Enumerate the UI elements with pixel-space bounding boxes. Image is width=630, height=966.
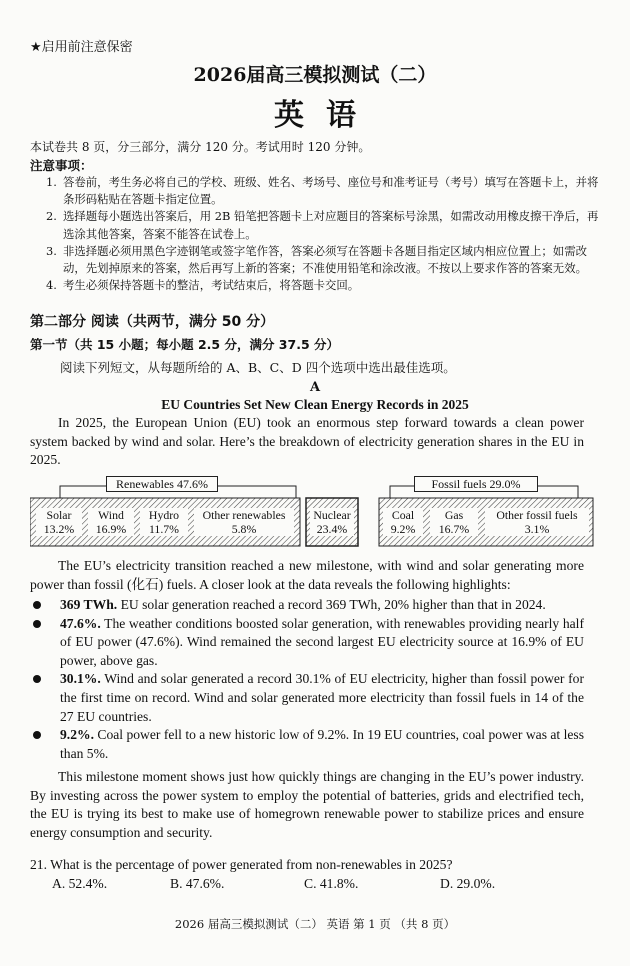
highlight-item (30, 726, 584, 763)
directions: 阅读下列短文，从每题所给的 A、B、C、D 四个选项中选出最佳选项。 (60, 360, 456, 375)
cell-value: 23.4% (316, 522, 348, 536)
energy-share-chart (30, 474, 594, 550)
option-b[interactable]: B. 47.6%. (170, 876, 225, 891)
option-d[interactable]: D. 29.0%. (440, 876, 496, 891)
notice-item (46, 174, 606, 208)
passage-title: EU Countries Set New Clean Energy Records in 2025 (161, 397, 469, 412)
exam-title: 2026届高三模拟测试（二） (193, 64, 437, 86)
notice-list (46, 174, 606, 294)
highlights-list (30, 596, 584, 763)
cell-value: 5.8% (231, 522, 257, 536)
highlight-figure: 9.2%. (60, 727, 94, 743)
bullet-icon (33, 601, 41, 609)
chart-cell-coal (383, 508, 423, 536)
cell-name: Other fossil fuels (496, 508, 578, 522)
highlight-text: Wind and solar generated a record 30.1% of EU electricity, higher than fossil power for the first time on record. Wind and solar generated more electricity than fossil fuels in 14 of the 27 EU countries. (60, 671, 584, 724)
chart-cell-solar (36, 508, 82, 536)
renewables-group-label: Renewables 47.6% (106, 476, 218, 492)
notice-number: 3. (46, 243, 57, 258)
passage-letter: A (309, 380, 321, 395)
section-heading: 第一节（共 15 小题；每小题 2.5 分，满分 37.5 分） (30, 337, 339, 352)
highlight-text: The weather conditions boosted solar generation, with renewables providing nearly half of EU power (47.6%). Wind remained the second largest EU electricity source at 16.9% of EU power, above gas. (60, 615, 584, 668)
subject-title: 英语 (274, 98, 378, 133)
page-footer: 2026 届高三模拟测试（二） 英语 第 1 页 （共 8 页） (174, 917, 456, 931)
notice-item (46, 208, 606, 242)
question-stem: 21. What is the percentage of power generated from non-renewables in 2025? (30, 857, 453, 872)
highlight-item (30, 670, 584, 726)
cell-name: Solar (46, 508, 72, 522)
chart-cell-other-fossil (485, 508, 589, 536)
bullet-icon (33, 731, 41, 739)
passage-intro: In 2025, the European Union (EU) took an enormous step forward towards a clean power system backed by wind and solar. Here’s the breakdown of electricity generation shares in the EU in 2025. (30, 415, 584, 468)
fossil-group-label: Fossil fuels 29.0% (414, 476, 538, 492)
notice-number: 2. (46, 209, 57, 224)
cell-value: 9.2% (390, 522, 416, 536)
bullet-icon (33, 675, 41, 683)
chart-cell-hydro (140, 508, 188, 536)
notice-text: 选择题每小题选出答案后，用 2B 铅笔把答题卡上对应题目的答案标号涂黑，如需改动用橡皮擦干净后，再选涂其他答案，答案不能答在试卷上。 (63, 209, 599, 241)
highlight-figure: 30.1%. (60, 671, 101, 687)
cell-name: Hydro (148, 508, 180, 522)
cell-name: Nuclear (313, 508, 351, 522)
notice-text: 非选择题必须用黑色字迹钢笔或签字笔作答，答案必须写在答题卡各题目指定区域内相应位置上；如需改动，先划掉原来的答案，然后再写上新的答案；不准使用铅笔和涂改液。不按以上要求作答的答案无效。 (63, 243, 587, 276)
chart-cell-gas (430, 508, 478, 536)
notice-text: 考生必须保持答题卡的整洁，考试结束后，将答题卡交回。 (63, 278, 360, 293)
notice-item (46, 243, 606, 277)
bullet-icon (33, 620, 41, 628)
cell-name: Other renewables (202, 508, 286, 522)
cell-name: Coal (391, 508, 415, 522)
part-heading: 第二部分 阅读（共两节，满分 50 分） (30, 314, 275, 330)
cell-name: Gas (444, 508, 464, 522)
highlight-text: Coal power fell to a new historic low of 9.2%. In 19 EU countries, coal power was at less than 5%. (60, 727, 584, 761)
exam-info: 本试卷共 8 页，分三部分，满分 120 分。考试用时 120 分钟。 (30, 140, 371, 154)
chart-cell-other-renewables (194, 508, 294, 536)
notice-number: 1. (46, 175, 57, 189)
highlight-item (30, 615, 584, 671)
notice-text: 答卷前，考生务必将自己的学校、班级、姓名、考场号、座位号和准考证号（考号）填写在答题卡上，并将条形码粘贴在答题卡指定位置。 (63, 175, 599, 207)
highlight-figure: 47.6%. (60, 615, 101, 631)
cell-value: 16.7% (438, 522, 470, 536)
chart-cell-nuclear (310, 508, 354, 536)
option-a[interactable]: A. 52.4%. (52, 876, 108, 891)
cell-name: Wind (98, 508, 124, 522)
confidential-note: ★启用前注意保密 (30, 40, 133, 55)
highlight-figure: 369 TWh. (60, 597, 118, 612)
highlight-item (30, 596, 584, 615)
notice-number: 4. (46, 278, 57, 293)
passage-paragraph-2: The EU’s electricity transition reached a new milestone, with wind and solar generating more power than fossil (化石) fuels. A closer look at the data reveals the following highlights: (30, 558, 584, 592)
notice-item (46, 277, 606, 294)
cell-value: 13.2% (43, 522, 75, 536)
passage-conclusion: This milestone moment shows just how quickly things are changing in the EU’s power industry. By investing across the power system to employ the potential of batteries, grids and electrified tech, the EU is trying its best to make use of homegrown renewable power to stabilize prices and ensure energy consumption and security. (30, 769, 584, 840)
cell-value: 3.1% (524, 522, 550, 536)
notice-heading: 注意事项： (30, 158, 93, 173)
chart-cell-wind (88, 508, 134, 536)
highlight-text: EU solar generation reached a record 369 TWh, 20% higher than that in 2024. (117, 597, 546, 612)
cell-value: 16.9% (95, 522, 127, 536)
option-c[interactable]: C. 41.8%. (304, 876, 359, 891)
cell-value: 11.7% (148, 522, 180, 536)
